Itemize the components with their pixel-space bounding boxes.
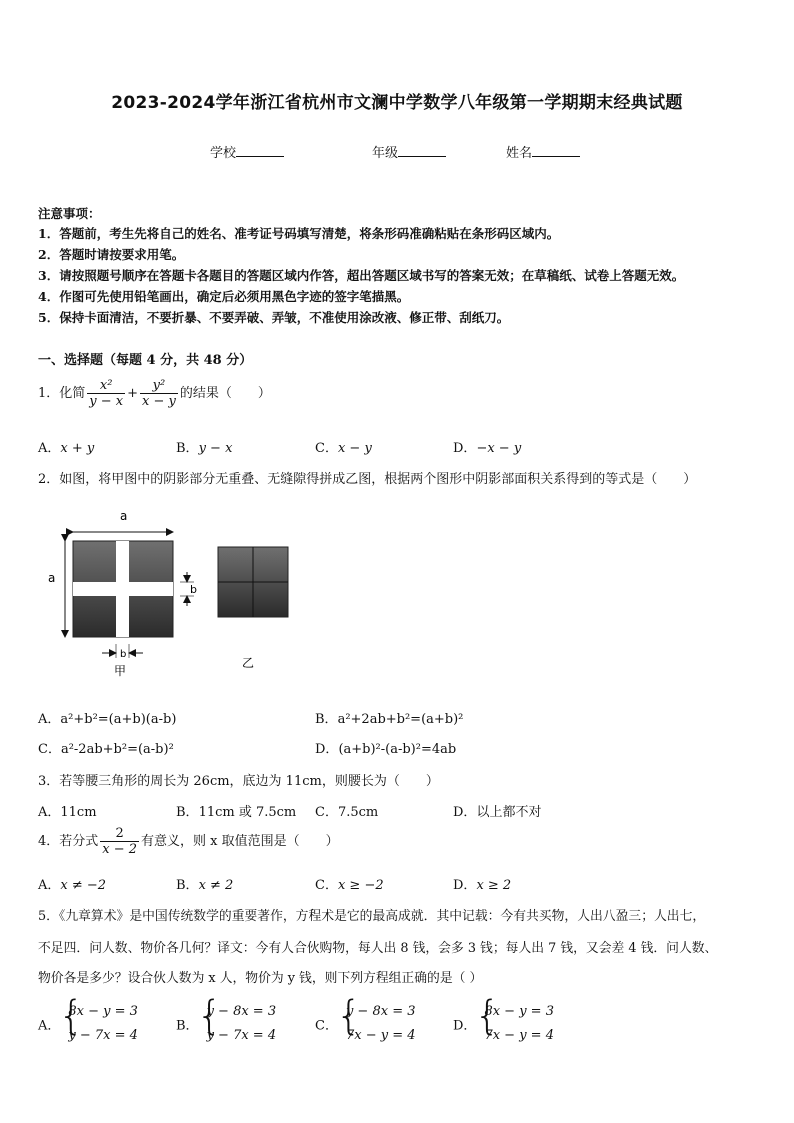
q2-option-b[interactable]: B．a²+2ab+b²=(a+b)²	[315, 712, 464, 727]
q2-option-c[interactable]: C．a²-2ab+b²=(a-b)²	[38, 742, 174, 757]
label-jia: 甲	[114, 664, 127, 678]
q3-option-a[interactable]: A．11cm	[38, 805, 97, 820]
section-heading: 一、选择题（每题 4 分，共 48 分）	[38, 353, 253, 368]
question-4: 4．若分式 $\frac{2}{x - 2}$ 有意义，则 x 取值范围是（ ）	[38, 826, 339, 857]
notice-item: 2．答题时请按要求用笔。	[38, 247, 185, 262]
notice-item: 5．保持卡面清洁，不要折暴、不要弄破、弄皱，不准使用涂改液、修正带、刮纸刀。	[38, 310, 510, 325]
q1-option-b[interactable]: B．y − x	[176, 441, 233, 456]
q4-fraction: $\frac{2}{x - 2}$	[102, 826, 138, 857]
question-1	[38, 378, 271, 409]
question-3: 3．若等腰三角形的周长为 26cm，底边为 11cm，则腰长为（ ）	[38, 774, 439, 789]
q5-option-c[interactable]: C． { y − 8x = 3 7x − y = 4	[315, 1000, 416, 1048]
question-5-line: 物价各是多少？设合伙人数为 x 人，物价为 y 钱，则下列方程组正确的是（ ）	[38, 971, 483, 986]
q3-option-c[interactable]: C．7.5cm	[315, 805, 379, 820]
q4-option-b[interactable]: B．x ≠ 2	[176, 878, 234, 893]
name-blank	[532, 144, 580, 157]
grade-label: 年级	[372, 146, 399, 161]
label-a-left: a	[48, 571, 56, 585]
q1-plus: +	[127, 386, 139, 401]
school-field	[210, 142, 284, 161]
q5-option-b[interactable]: B． { y − 8x = 3 y − 7x = 4	[176, 1000, 276, 1048]
school-blank	[236, 144, 284, 157]
question-5-line: 不足四．问人数、物价各几何？译文：今有人合伙购物，每人出 8 钱，会多 3 钱；每人出 7 钱，又会差 4 钱．问人数、	[38, 941, 718, 956]
grade-blank	[398, 144, 446, 157]
q5-option-d[interactable]: D． { 8x − y = 3 7x − y = 4	[453, 1000, 554, 1048]
q3-option-d[interactable]: D．以上都不对	[453, 805, 542, 820]
q1-prefix: 1．化简	[38, 386, 86, 401]
school-label: 学校	[210, 146, 237, 161]
name-field	[506, 142, 580, 161]
name-label: 姓名	[506, 146, 533, 161]
notice-heading: 注意事项：	[38, 206, 101, 221]
q3-option-b[interactable]: B．11cm 或 7.5cm	[176, 805, 297, 820]
label-a-top: a	[120, 509, 128, 523]
q4-option-c[interactable]: C．x ≥ −2	[315, 878, 384, 893]
q4-option-d[interactable]: D．x ≥ 2	[453, 878, 512, 893]
grade-field	[372, 142, 446, 161]
q2-option-a[interactable]: A．a²+b²=(a+b)(a-b)	[38, 712, 177, 727]
equation-system: { y − 8x = 3 7x − y = 4	[335, 993, 416, 1043]
label-b-right: b	[190, 583, 197, 596]
q1-fraction-2: $\frac{\text{y²}}{x - y}$	[142, 378, 176, 409]
notice-item: 1．答题前，考生先将自己的姓名、准考证号码填写清楚，将条形码准确粘贴在条形码区域内。	[38, 226, 560, 241]
q2-figure	[40, 500, 300, 680]
notice-item: 3．请按照题号顺序在答题卡各题目的答题区域内作答，超出答题区域书写的答案无效；在草稿纸、试卷上答题无效。	[38, 268, 685, 283]
q4-option-a[interactable]: A．x ≠ −2	[38, 878, 107, 893]
question-5-line: 5．《九章算术》是中国传统数学的重要著作，方程术是它的最高成就．其中记载：今有共买物，人出八盈三；人出七，	[38, 909, 706, 924]
q1-option-a[interactable]: A．x + y	[38, 441, 95, 456]
label-b-bottom: b	[120, 649, 127, 660]
page-title: 2023-2024学年浙江省杭州市文澜中学数学八年级第一学期期末经典试题	[111, 93, 683, 113]
notice-item: 4．作图可先使用铅笔画出，确定后必须用黑色字迹的签字笔描黑。	[38, 289, 410, 304]
q1-suffix: 的结果（ ）	[179, 386, 271, 401]
q1-option-d[interactable]: D．−x − y	[453, 441, 522, 456]
q5-option-a[interactable]: A． { 8x − y = 3 y − 7x = 4	[38, 1000, 138, 1048]
q1-option-c[interactable]: C．x − y	[315, 441, 372, 456]
jia-horizontal-strip	[73, 582, 173, 596]
equation-system: { 8x − y = 3 y − 7x = 4	[58, 993, 138, 1043]
question-2: 2．如图，将甲图中的阴影部分无重叠、无缝隙得拼成乙图，根据两个图形中阴影部面积关系得到的等式是（ ）	[38, 472, 697, 487]
q1-fraction-1: $\frac{\text{x²}}{y - x}$	[89, 378, 124, 409]
q2-option-d[interactable]: D．(a+b)²-(a-b)²=4ab	[315, 742, 457, 757]
equation-system: { 8x − y = 3 7x − y = 4	[474, 993, 554, 1043]
equation-system: { y − 8x = 3 y − 7x = 4	[196, 993, 277, 1043]
label-yi: 乙	[242, 656, 255, 670]
